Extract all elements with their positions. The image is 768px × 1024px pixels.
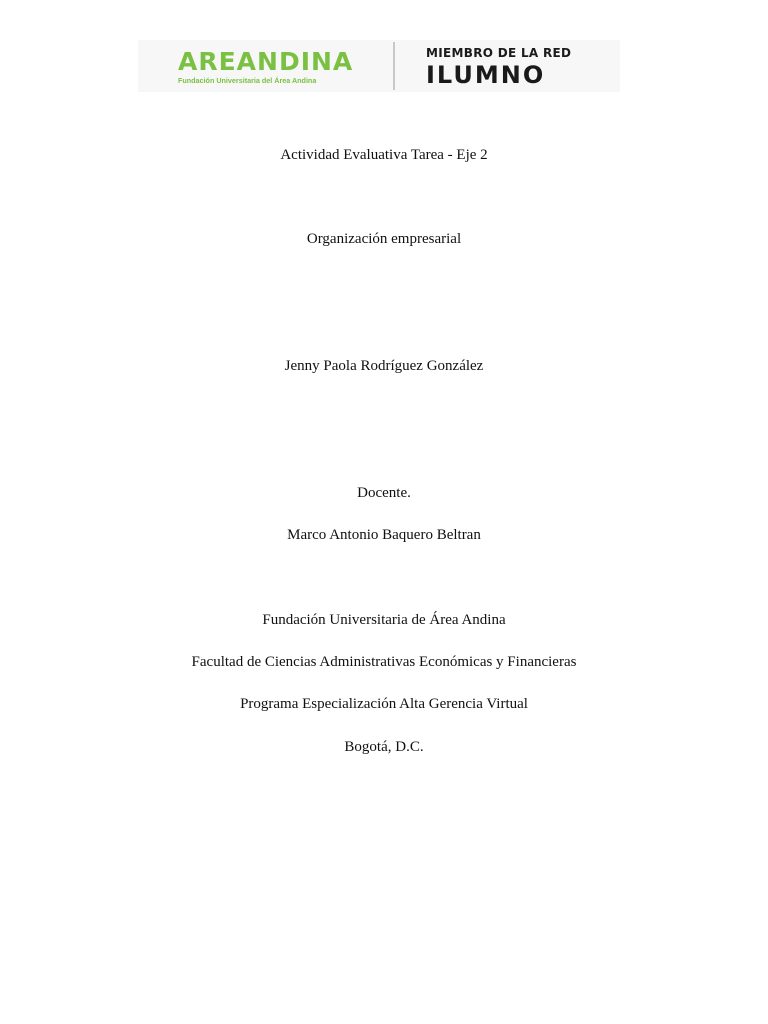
logo-divider [393, 42, 395, 90]
program-name: Programa Especialización Alta Gerencia Virtual [240, 696, 528, 712]
teacher-label: Docente. [357, 485, 411, 501]
network-member-tag: MIEMBRO DE LA RED [426, 46, 572, 60]
areandina-logo: AREANDINA [178, 47, 354, 76]
city-name: Bogotá, D.C. [344, 739, 424, 755]
activity-title: Actividad Evaluativa Tarea - Eje 2 [280, 147, 488, 163]
ilumno-logo: ILUMNO [426, 61, 546, 89]
author-name: Jenny Paola Rodríguez González [284, 358, 484, 374]
areandina-logo-subtitle: Fundación Universitaria del Área Andina [178, 76, 317, 85]
faculty-name: Facultad de Ciencias Administrativas Económicas y Financieras [191, 654, 577, 670]
institution-name: Fundación Universitaria de Área Andina [262, 612, 506, 628]
teacher-name: Marco Antonio Baquero Beltran [287, 527, 481, 543]
course-name: Organización empresarial [306, 231, 462, 247]
header-logo-banner [138, 40, 620, 92]
